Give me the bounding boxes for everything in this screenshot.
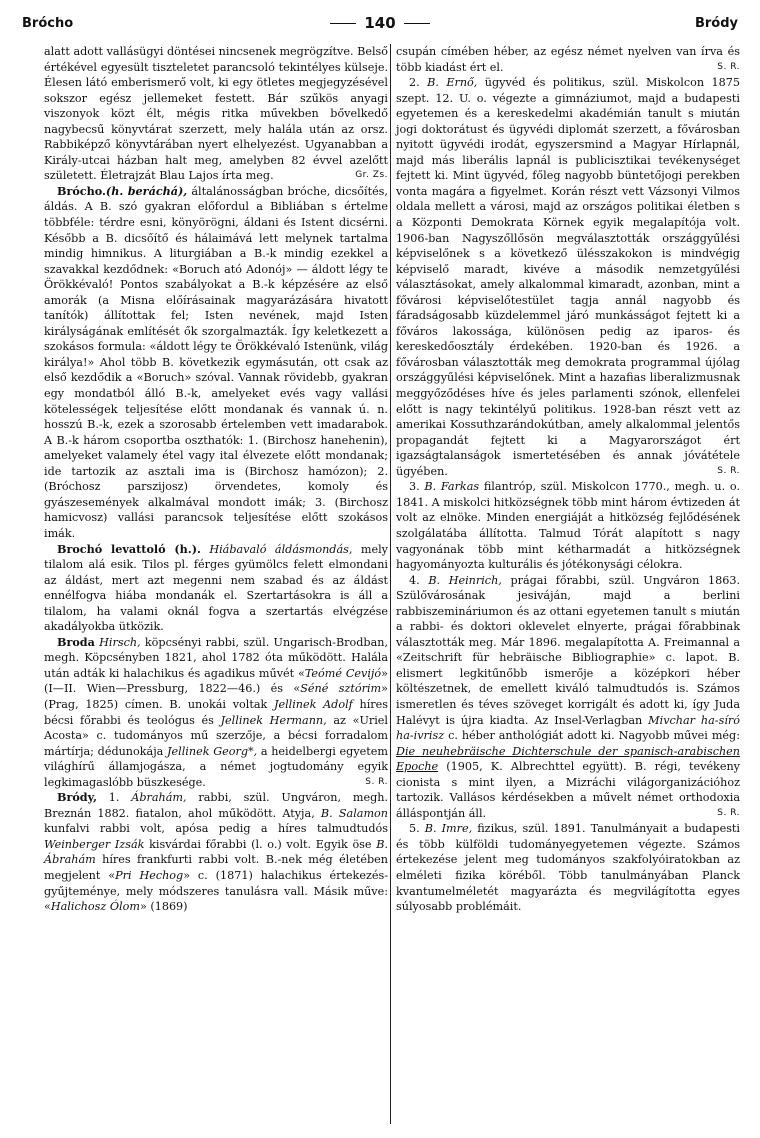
entry-text: ügyvéd és politikus, szül. Miskolcon 1875 szept. 12. U. o. végezte a gimnáziumot, majd a budapesti egyetemen és a kereskedelmi akadémián tanult s miután jogi doktorátust és ügyvédi diplomát szerzett, a fővárosban nyitott ügyvédi irodát, egyszersmind a Magyar Hírlapnál, majd más liberális lapnál is publicisztikai tevékenységet fejtett ki. Mint ügyvéd, főleg nagyobb büntetőjogi perekben vonta magára a figyelmet. Korán részt vett Vázsonyi Vilmos oldala mellett a városi, majd az országos politikai életben s a Központi Demokrata Körnek egyik megalapítója volt. 1906-ban Nagyszőllősön megválasztották országgyűlési képviselőnek s a következő ülésszakokon is mindvégig képviselő maradt, kivéve a második nemzetgyűlési választásokat, amely alkalommal kimaradt, azonban, mint a fővárosi képviselőtestület tagja annál nagyobb és fáradságosabb küzdelemmel járó munkásságot fejtett ki a főváros lakossága, különösen pedig az iparos- és kereskedőosztály érdekében. 1920-ban és 1926. a fővárosban választották meg demokrata programmal újólag országgyűlési képviselőnek. Mint a hazafias liberalizmusnak meggyőződéses híve és jeles parlamenti szónok, ellenfelei előtt is nagy tekintélyű politikus. 1928-ban részt vett az amerikai Kossuthzarándokútban, amely alkalommal jelentős propagandát fejtett ki a Magyarországot ért igazságtalanságok ismertetésében és annak jóvátétele ügyében. <box>396 76 740 478</box>
entry-text: fizikus, szül. 1891. Tanulmányait a budapesti és több külföldi tudományegyetemen végezte. Számos értekezése jelent meg tudományos szakfolyóiratokban az elméleti fizika köréből. Több tanulmányában Planck kvantumelméletét magyarázta és megvilágította egyes súlyosabb problémáit. <box>396 822 741 914</box>
author-signature: S. R. <box>717 807 740 818</box>
header-dash-right <box>404 23 430 24</box>
person-name: Jellinek Adolf <box>273 697 353 711</box>
page-header <box>22 14 738 36</box>
entry-broda <box>44 635 388 790</box>
entry-number: 5. <box>409 822 425 836</box>
entry-text: prágai főrabbi, szül. Ungváron 1863. Szülővárosának jesiváján, majd a berlini rabbiszemináriumon és az ottani egyetemen tanult s miután a rabbi- és doktori oklevelet elnyerte, prágai főrabbinak választották meg. Már 1896. megalapította A. Freimannal a «Zeitschrift für hebräische Bibliographie» c. lapot. B. elismert legkitűnőbb ismerője a középkori héber költészetnek, de emellett kiváló talmudtudós is. Számos ismeretlen és téves szöveget korrigált és adott ki, így Juda Halévyt is újra kiadta. Az Insel-Verlagban <box>396 573 740 727</box>
entry-text: » (Prag, 1825) címen. B. unokái voltak <box>44 682 388 711</box>
entry-text: c. héber anthológiát adott ki. Nagyobb művei még: <box>444 729 740 743</box>
work-title: Mivchar ha-síró ha-ivrisz <box>396 713 740 743</box>
work-title: Teómé Cevijó <box>304 666 382 680</box>
entry-text: köpcsényi rabbi, szül. Ungarisch-Brodban, megh. Köpcsényben 1821, ahol 1782 óta működött. Halála után adták ki halachikus és agadikus művét « <box>44 635 388 680</box>
person-name: B. Ernő, <box>427 76 478 90</box>
entry-text: (1905, K. Albrechttel együtt). B. régi, tevékeny cionista s mint ilyen, a Mizráchi világorganizációhoz tartozik. Vallásos kérdésekben a művelt német orthodoxia álláspontján áll. <box>396 760 740 820</box>
entry-continuation <box>44 44 388 184</box>
entry-text: híres bécsi főrabbi és teológus és <box>44 697 388 727</box>
page-number-wrap <box>22 14 738 32</box>
entry-brody-erno <box>396 75 740 479</box>
entry-brocho <box>44 184 388 542</box>
work-title: Halichosz Ólom <box>50 900 140 914</box>
person-name: B. Farkas <box>424 480 480 494</box>
entry-text: az «Uriel Acosta» c. tudományos mű szerzője, a bécsi forradalom mártírja; dédunokája <box>44 713 388 758</box>
entry-text: híres frankfurti rabbi volt. B.-nek még életében megjelent « <box>44 853 388 882</box>
right-column <box>396 44 740 915</box>
entry-continuation <box>396 44 740 75</box>
person-name: Weinberger Izsák <box>44 837 145 851</box>
entry-number: 2. <box>409 76 428 90</box>
entry-text: rabbi, szül. Ungváron, megh. Breznán 1882. fiatalon, ahol működött. Atyja, <box>44 791 388 820</box>
entry-text: csupán címében héber, az egész német nyelven van írva és több kiadást ért el. <box>396 45 740 74</box>
entry-text: kisvárdai főrabbi (l. o.) volt. Egyik öse <box>144 837 377 851</box>
header-dash-left <box>330 23 356 24</box>
entry-number: 4. <box>409 573 429 587</box>
entry-number: 1. <box>96 791 132 805</box>
author-signature: S. R. <box>717 465 740 476</box>
page-number: 140 <box>364 14 396 32</box>
column-divider <box>390 44 391 1124</box>
headword-etymology: (h. beráchá), <box>105 183 188 198</box>
person-name: B. Heinrich, <box>428 573 502 587</box>
entry-text: alatt adott vallásügyi döntései nincsenek megrögzítve. Belső értékével egyesült tiszteletet parancsoló tekintélyes külseje. Élesen látó emberismerő volt, ki egy ötletes megjegyzésével sokszor egész jellemeket festett. Bár szűkös anyagi viszonyok közt élt, mégis ritka művekben bővelkedő nagybecsű könyvtárat szerzett, mely halála után az orsz. Rabbiképző könyvtárában nyert elhelyezést. Ugyanabban a Király-utcai házban halt meg, amelyben 82 évvel azelőtt született. Életrajzát Blau Lajos írta meg. <box>44 45 389 183</box>
headword: Broda <box>57 634 95 649</box>
entry-brocho-levattolo <box>44 542 388 635</box>
entry-text: kunfalvi rabbi volt, apósa pedig a híres talmudtudós <box>44 822 388 836</box>
person-name: Jellinek Hermann, <box>220 713 327 727</box>
entry-text: » c. (1871) halachikus értekezés-gyűjteménye, mely módszeres tanulásra vall. Másik műve: « <box>44 868 388 914</box>
headword: Brochó levattoló (h.). <box>57 541 201 556</box>
work-title: Die neuhebräische Dichterschule der spanisch-arabischen Epoche <box>396 744 740 774</box>
entry-brody-heinrich <box>396 573 740 822</box>
work-title: Séné sztórim <box>300 682 382 696</box>
entry-brody-imre <box>396 821 740 914</box>
person-name: Ábrahám, <box>131 791 187 805</box>
author-signature: Gr. Zs. <box>355 170 388 181</box>
entry-text: » (I—II. Wien—Pressburg, 1822—46.) és « <box>44 666 388 696</box>
headword: Bródy, <box>57 790 97 805</box>
headword-gloss: Hiábavaló áldásmondás, <box>200 542 353 556</box>
author-signature: S. R. <box>717 61 740 72</box>
person-name: B. Imre, <box>424 822 473 836</box>
entry-number: 3. <box>409 480 425 494</box>
header-left-guideword: Brócho <box>22 16 74 31</box>
headword-firstname: Hirsch, <box>94 635 141 649</box>
author-signature: S. R. <box>365 776 388 787</box>
left-column <box>44 44 388 915</box>
entry-brody-farkas <box>396 479 740 572</box>
person-name: B. Salamon <box>320 806 388 820</box>
work-title: Pri Hechog <box>115 868 184 882</box>
entry-text: mely tilalom alá esik. Tilos pl. férges gyümölcs felett elmondani az áldást, mert azt megenni nem szabad és az áldást ennélfogva hiába mondanák el. Szertartásokra is áll a tilalom, ha valami oknál fogva a szertartás elvégzése akadályokba ütközik. <box>44 542 388 634</box>
entry-text: » (1869) <box>139 900 188 914</box>
person-name: Jellinek Georg*, <box>167 744 258 758</box>
person-name: B. Ábrahám <box>44 837 389 867</box>
entry-text: filantróp, szül. Miskolcon 1770., megh. u. o. 1841. A miskolci hitközségnek több mint három évtizeden át volt az elnöke. Minden energiáját a hitközség fejlődésének szolgálatába állította. Talmud Tórát alapított s nagy vagyonának több mint kétharmadát a hitközségnek hagyományozta kulturális és jótékonysági célokra. <box>396 480 741 572</box>
entry-text: a heidelbergi egyetem világhírű államjogásza, a német jogtudomány egyik legkimagaslóbb büszkesége. <box>44 744 389 789</box>
headword: Brócho. <box>57 183 106 198</box>
entry-text: általánosságban bróche, dicsőítés, áldás. A B. szó gyakran előfordul a Bibliában s értelme többféle: térdre esni, könyörögni, áldani és Istent dicsérni. Később a B. dicsőítő és hálaimává lett melynek tartalma mindig himnikus. A liturgiában a B.-k mindig ezekkel a szavakkal kezdődnek: «Boruch ató Adonój» — áldott légy te Örökkévaló! Pontos szabályokat a B.-k képzésére az első amorák (a Misna előírásainak magyarázására hivatott tanítók) állítottak fel; Isten nevének, majd Isten királyságának említését ők szorgalmazták. Így keletkezett a szokásos formula: «áldott légy te Örökkévaló Istenünk, világ királya!» Ahol több B. következik egymásután, ott csak az első kezdődik a «Boruch» szóval. Vannak rövidebb, gyakran egy mondatból álló B.-k, amelyeket evés vagy vallási kötelességek teljesítése előtt mondanak és vannak ú. n. hosszú B.-k, ezek a szorosabb értelemben vett imadarabok. A B.-k három csoportba oszthatók: 1. (Birchosz hanehenin), amelyeket valamely étel vagy ital élvezete előtt mondanak; ide tartozik az asztali ima is (Birchosz hamózon); 2. (Bróchosz parszijosz) örvendetes, komoly és gyászesemények alkalmával mondott imák; 3. (Birchosz hamicvosz) vallási parancsok teljesítése előtt szokásos imák. <box>44 184 388 540</box>
entry-brody <box>44 790 388 914</box>
header-right-guideword: Bródy <box>694 16 738 31</box>
